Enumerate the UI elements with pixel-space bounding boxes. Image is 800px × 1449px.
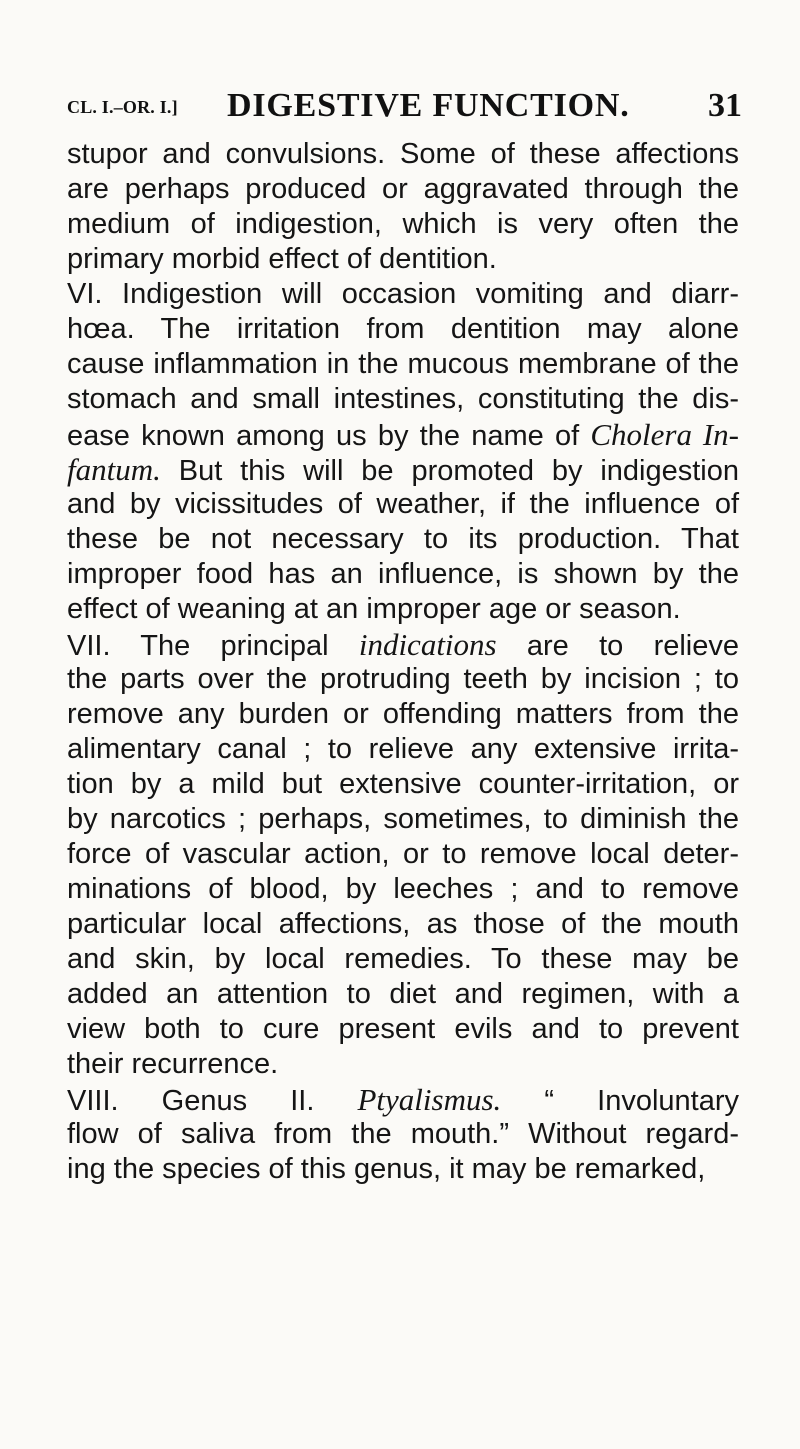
text-line xyxy=(67,1082,739,1117)
text-segment: effect of weaning at an improper age or season. xyxy=(67,593,681,625)
text-line xyxy=(67,802,739,837)
text-line xyxy=(67,207,739,242)
page-number: 31 xyxy=(708,87,742,124)
text-segment: particular local affections, as those of the mouth xyxy=(67,908,739,940)
text-segment: flow of saliva from the mouth.” Without regard- xyxy=(67,1118,739,1150)
text-line xyxy=(67,137,739,172)
text-line xyxy=(67,907,739,942)
text-line xyxy=(67,662,739,697)
text-segment: VI. Indigestion will occasion vomiting and diarr- xyxy=(67,278,739,310)
text-line xyxy=(67,1117,739,1152)
text-segment: and by vicissitudes of weather, if the influence of xyxy=(67,488,739,520)
text-line xyxy=(67,872,739,907)
text-line xyxy=(67,242,739,277)
text-line xyxy=(67,557,739,592)
text-line xyxy=(67,312,739,347)
text-line xyxy=(67,592,739,627)
italic-text: Cholera In- xyxy=(590,417,740,452)
text-segment: VII. The principal xyxy=(67,630,359,662)
text-segment: ease known among us by the name of xyxy=(67,420,591,452)
text-segment: primary morbid effect of dentition. xyxy=(67,243,497,275)
text-line xyxy=(67,627,739,662)
text-segment: by narcotics ; perhaps, sometimes, to diminish the xyxy=(67,803,739,835)
text-line xyxy=(67,522,739,557)
text-segment: are perhaps produced or aggravated through the xyxy=(67,173,739,205)
italic-text: indications xyxy=(358,627,497,662)
text-segment: tion by a mild but extensive counter-irritation, or xyxy=(67,768,739,800)
text-line xyxy=(67,452,739,487)
text-line xyxy=(67,1047,739,1082)
text-line xyxy=(67,347,739,382)
text-line xyxy=(67,697,739,732)
text-segment: the parts over the protruding teeth by incision ; to xyxy=(67,663,739,695)
text-line xyxy=(67,977,739,1012)
text-segment: minations of blood, by leeches ; and to remove xyxy=(67,873,739,905)
text-line xyxy=(67,942,739,977)
text-segment: stomach and small intestines, constituting the dis- xyxy=(67,383,739,415)
text-segment: cause inflammation in the mucous membrane of the xyxy=(67,348,739,380)
text-segment: “ Involuntary xyxy=(501,1085,739,1117)
text-segment: But this will be promoted by indigestion xyxy=(160,455,739,487)
text-line xyxy=(67,1152,739,1187)
body-text xyxy=(67,137,739,1187)
text-line xyxy=(67,767,739,802)
text-line xyxy=(67,1012,739,1047)
text-segment: view both to cure present evils and to prevent xyxy=(67,1013,739,1045)
text-segment: stupor and convulsions. Some of these affections xyxy=(67,138,739,170)
text-line xyxy=(67,417,739,452)
text-segment: these be not necessary to its production. That xyxy=(67,523,739,555)
text-segment: improper food has an influence, is shown by the xyxy=(67,558,739,590)
text-line xyxy=(67,172,739,207)
text-segment: added an attention to diet and regimen, with a xyxy=(67,978,739,1010)
running-header xyxy=(67,87,742,127)
text-segment: remove any burden or offending matters from the xyxy=(67,698,739,730)
text-segment: alimentary canal ; to relieve any extensive irrita- xyxy=(67,733,739,765)
text-segment: their recurrence. xyxy=(67,1048,279,1080)
text-segment: medium of indigestion, which is very often the xyxy=(67,208,739,240)
italic-text: fantum. xyxy=(67,452,161,487)
text-segment: force of vascular action, or to remove local deter- xyxy=(67,838,739,870)
text-line xyxy=(67,487,739,522)
text-line xyxy=(67,837,739,872)
text-segment: and skin, by local remedies. To these may be xyxy=(67,943,739,975)
text-segment: are to relieve xyxy=(496,630,739,662)
text-segment: hœa. The irritation from dentition may alone xyxy=(67,313,739,345)
header-classification: CL. I.–OR. I.] xyxy=(67,97,178,117)
text-line xyxy=(67,732,739,767)
header-title: DIGESTIVE FUNCTION. xyxy=(227,87,630,124)
text-segment: VIII. Genus II. xyxy=(67,1085,358,1117)
text-segment: ing the species of this genus, it may be remarked, xyxy=(67,1153,706,1185)
text-line xyxy=(67,382,739,417)
italic-text: Ptyalismus. xyxy=(357,1082,502,1117)
text-line xyxy=(67,277,739,312)
